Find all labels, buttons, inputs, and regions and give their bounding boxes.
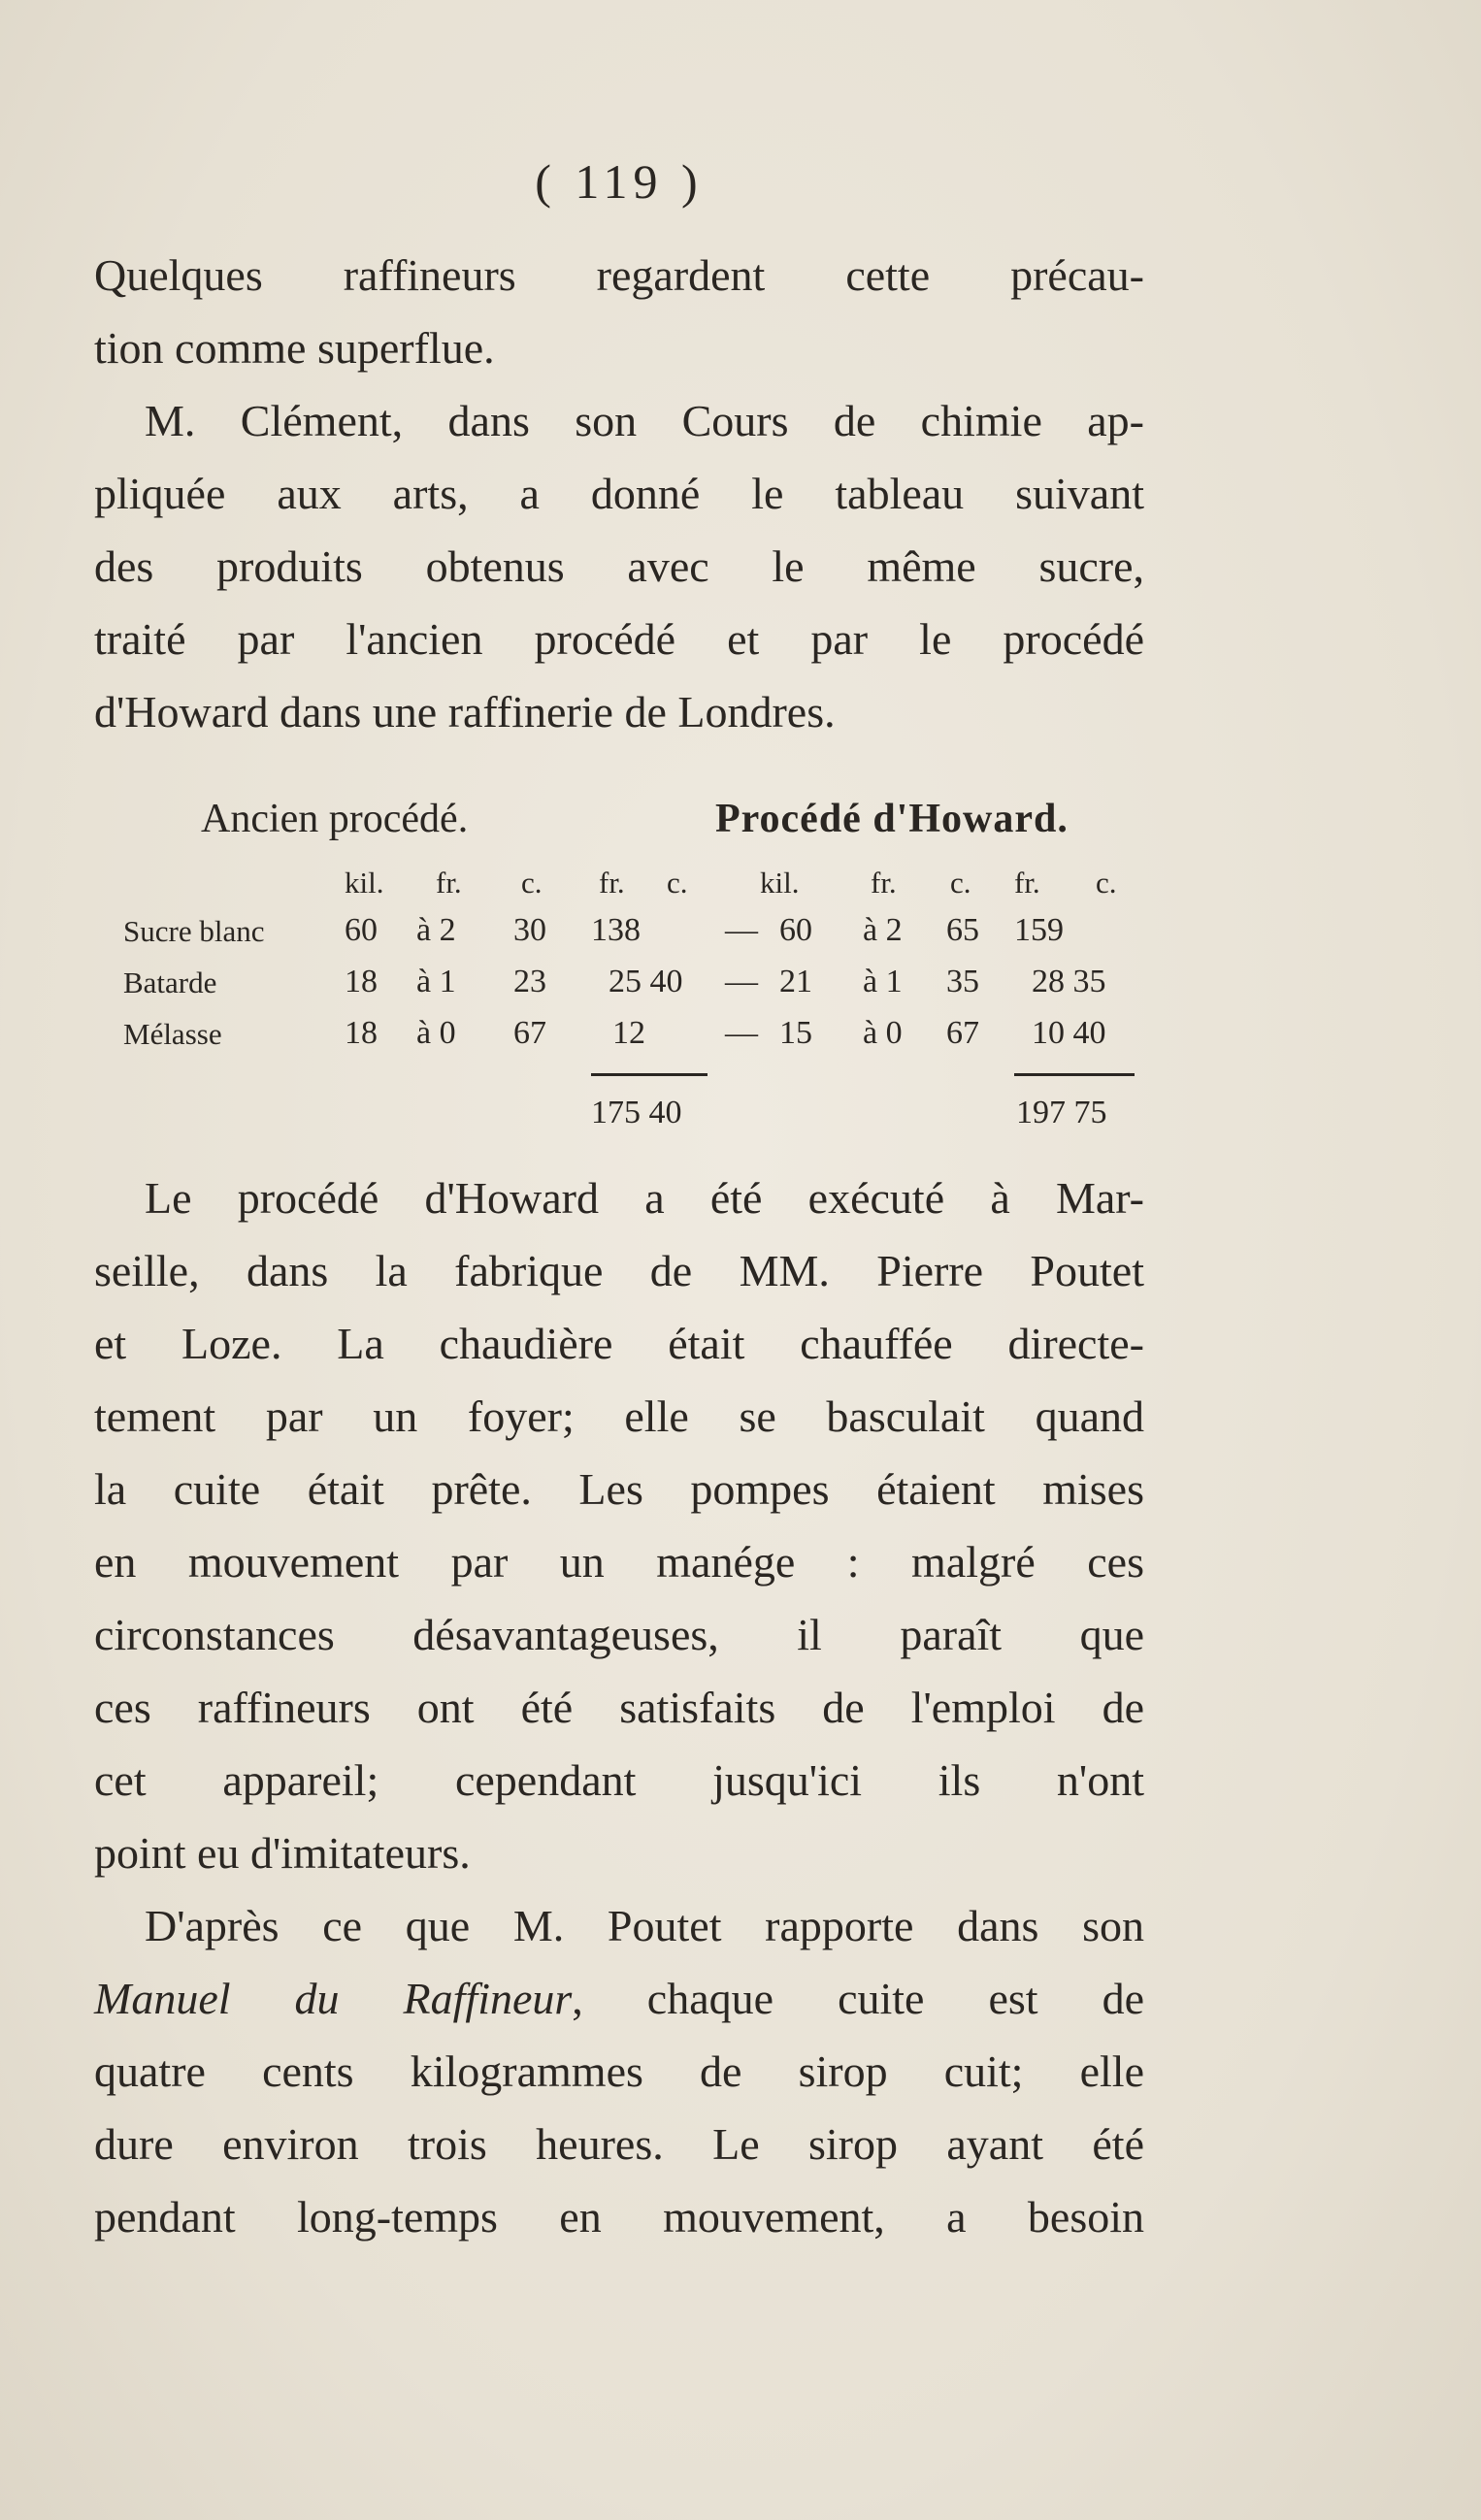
row-label-melasse: Mélasse [123,1017,222,1051]
table-cell: 30 [513,912,546,948]
table-cell: à 1 [863,964,903,999]
table-cell: à 2 [416,912,456,948]
sum-rule-old [591,1073,708,1076]
table-cell: 65 [946,912,979,948]
table-header-howard-process: Procédé d'Howard. [715,797,1069,841]
table-cell: 159 [1014,912,1064,948]
table-cell: 18 [345,1015,378,1051]
table-cell: 138 [591,912,641,948]
unit-label: fr. [599,866,625,900]
text-line: la cuite était prête. Les pompes étaient mises [94,1464,1144,1514]
table-cell: 67 [946,1015,979,1051]
paragraph-4 [94,1889,1144,2253]
table-cell: 60 [345,912,378,948]
table-sum-old: 175 40 [591,1095,682,1130]
text-line: D'après ce que M. Poutet rapporte dans son [145,1901,1144,1950]
sum-rule-new [1014,1073,1135,1076]
table-cell: 35 [946,964,979,999]
text-line: Le procédé d'Howard a été exécuté à Mar- [145,1173,1144,1223]
text-line: point eu d'imitateurs. [94,1828,471,1878]
text-line: traité par l'ancien procédé et par le procédé [94,614,1144,664]
table-cell: 25 40 [609,964,683,999]
text-line: dure environ trois heures. Le sirop ayant été [94,2119,1144,2169]
text-line: en mouvement par un manége : malgré ces [94,1537,1144,1587]
unit-label: fr. [436,866,462,900]
table-cell: 60 [779,912,812,948]
paragraph-1 [94,239,1144,384]
text-line: M. Clément, dans son Cours de chimie ap- [145,396,1144,445]
table-sum-new: 197 75 [1016,1095,1107,1130]
table-cell: 28 35 [1032,964,1106,999]
unit-label: c. [1096,866,1117,900]
unit-label: fr. [871,866,897,900]
table-cell: à 1 [416,964,456,999]
text-line: tement par un foyer; elle se basculait quand [94,1391,1144,1441]
table-dash: — [725,1015,758,1051]
text-line: et Loze. La chaudière était chauffée directe- [94,1319,1144,1368]
text-line-with-title [94,1962,1144,2035]
table-dash: — [725,964,758,999]
table-dash: — [725,912,758,948]
table-cell: 10 40 [1032,1015,1106,1051]
table-cell: 23 [513,964,546,999]
table-cell: 18 [345,964,378,999]
table-cell: 12 [612,1015,645,1051]
paragraph-2 [94,384,1144,748]
unit-label: kil. [760,866,800,900]
table-cell: à 0 [416,1015,456,1051]
text-line: ces raffineurs ont été satisfaits de l'emploi de [94,1683,1144,1732]
row-label-batarde: Batarde [123,965,217,999]
unit-label: c. [950,866,971,900]
book-title: Manuel du Raffineur [94,1974,573,2023]
text-line: des produits obtenus avec le même sucre, [94,541,1144,591]
text-line: pendant long-temps en mouvement, a besoin [94,2192,1144,2242]
unit-label: c. [667,866,688,900]
table-header-old-process: Ancien procédé. [201,797,469,841]
table-cell: 15 [779,1015,812,1051]
text-line: tion comme superflue. [94,323,495,373]
table-cell: 21 [779,964,812,999]
unit-label: kil. [345,866,384,900]
text-fragment: , chaque cuite est de [572,1974,1144,2023]
text-line: pliquée aux arts, a donné le tableau suivant [94,469,1144,518]
table-cell: 67 [513,1015,546,1051]
table-cell: à 2 [863,912,903,948]
unit-label: fr. [1014,866,1040,900]
table-cell: à 0 [863,1015,903,1051]
row-label-sucre-blanc: Sucre blanc [123,914,265,948]
text-line: d'Howard dans une raffinerie de Londres. [94,687,836,736]
comparison-table [94,796,1144,1145]
text-line: Quelques raffineurs regardent cette précau- [94,250,1144,300]
page-number: ( 119 ) [535,154,704,209]
text-line: cet appareil; cependant jusqu'ici ils n'ont [94,1755,1144,1805]
paragraph-3 [94,1162,1144,1889]
text-line: quatre cents kilogrammes de sirop cuit; elle [94,2046,1144,2096]
text-line: seille, dans la fabrique de MM. Pierre Poutet [94,1246,1144,1295]
unit-label: c. [521,866,543,900]
text-line: circonstances désavantageuses, il paraît que [94,1610,1144,1659]
